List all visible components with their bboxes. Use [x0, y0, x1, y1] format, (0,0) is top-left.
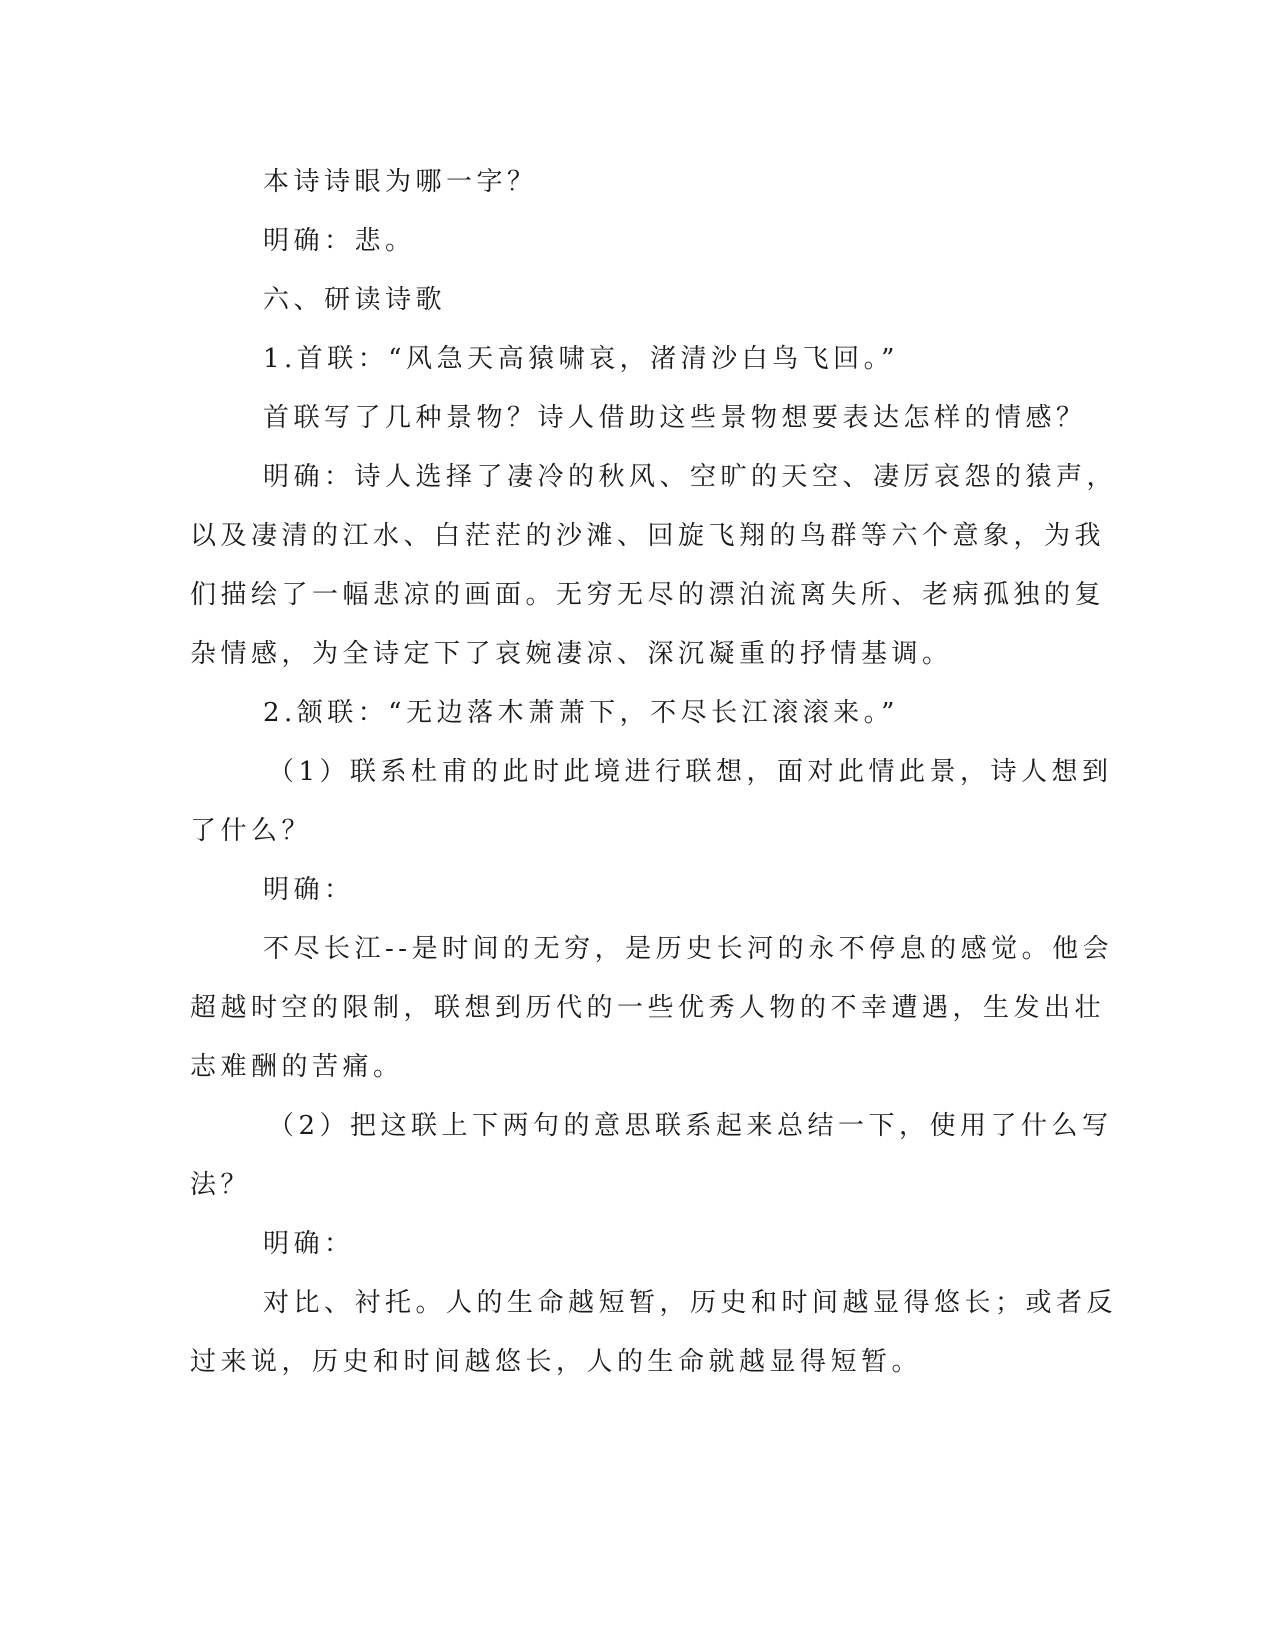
answer-1-line-2: 超越时空的限制，联想到历代的一些优秀人物的不幸遭遇，生发出壮: [190, 993, 1106, 1023]
answer-2-line-1: 对比、衬托。人的生命越短暂，历史和时间越显得悠长；或者反: [263, 1288, 1118, 1318]
first-couplet-answer-line-2: 以及凄清的江水、白茫茫的沙滩、回旋飞翔的鸟群等六个意象，为我: [190, 521, 1106, 551]
answer-1-line-1: 不尽长江--是时间的无穷，是历史长河的永不停息的感觉。他会: [263, 934, 1114, 964]
question-1-line-2: 了什么？: [190, 816, 313, 846]
question-2-line-2: 法？: [190, 1170, 252, 1200]
question-2-line-1: （2）把这联上下两句的意思联系起来总结一下，使用了什么写: [268, 1111, 1113, 1141]
section-heading-study-poem: 六、研读诗歌: [263, 285, 447, 315]
first-couplet-answer-line-3: 们描绘了一幅悲凉的画面。无穷无尽的漂泊流离失所、老病孤独的复: [190, 580, 1106, 610]
first-couplet-quote: 1.首联：“风急天高猿啸哀，渚清沙白鸟飞回。”: [263, 344, 899, 374]
answer-1-label: 明确：: [263, 875, 355, 905]
question-1-line-1: （1）联系杜甫的此时此境进行联想，面对此情此景，诗人想到: [268, 757, 1113, 787]
first-couplet-question: 首联写了几种景物？诗人借助这些景物想要表达怎样的情感？: [263, 403, 1087, 433]
first-couplet-answer-line-4: 杂情感，为全诗定下了哀婉凄凉、深沉凝重的抒情基调。: [190, 639, 953, 669]
answer-2-label: 明确：: [263, 1229, 355, 1259]
first-couplet-answer-line-1: 明确：诗人选择了凄冷的秋风、空旷的天空、凄厉哀怨的猿声，: [263, 462, 1118, 492]
question-poem-eye: 本诗诗眼为哪一字？: [263, 167, 538, 197]
answer-2-line-2: 过来说，历史和时间越悠长，人的生命就越显得短暂。: [190, 1347, 923, 1377]
answer-poem-eye: 明确：悲。: [263, 226, 416, 256]
answer-1-line-3: 志难酬的苦痛。: [190, 1052, 404, 1082]
second-couplet-quote: 2.颔联：“无边落木萧萧下，不尽长江滚滚来。”: [263, 698, 899, 728]
